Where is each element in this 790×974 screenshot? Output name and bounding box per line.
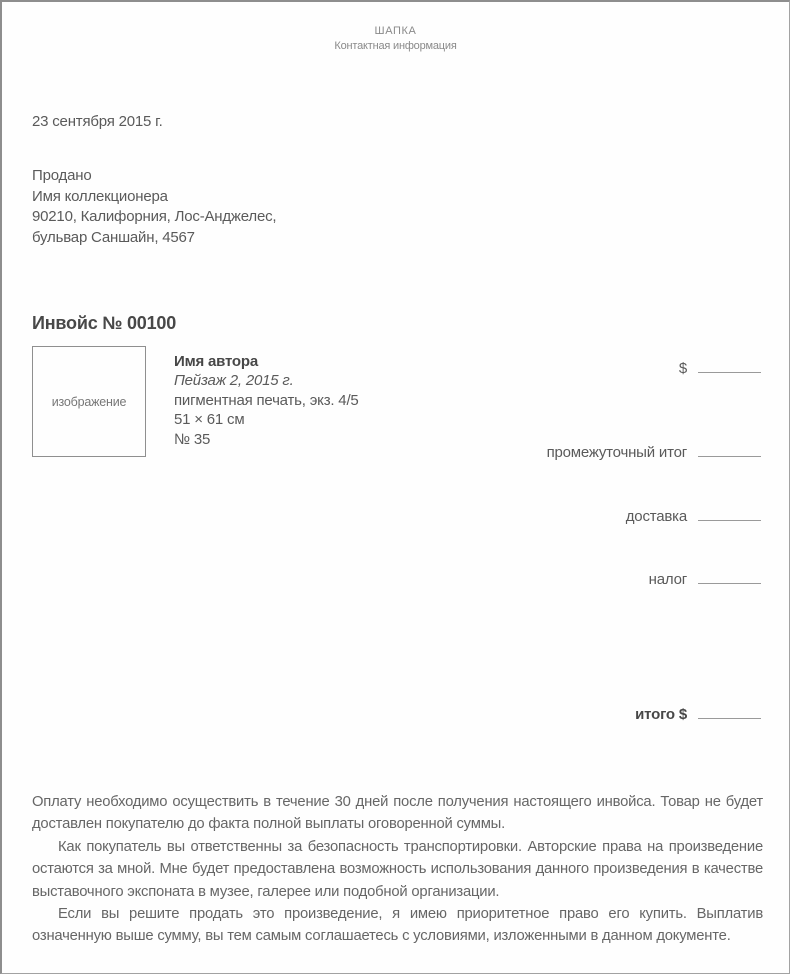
artwork-edition-number: № 35 [174, 430, 211, 448]
header-placeholder-label: ШАПКА [374, 25, 417, 37]
invoice-date: 23 сентября 2015 г. [32, 113, 163, 130]
shipping-blank-line [698, 506, 761, 521]
total-label: итого $ [635, 706, 687, 723]
subtotal-label: промежуточный итог [546, 444, 687, 461]
invoice-number-title: Инвойс № 00100 [32, 313, 177, 333]
image-placeholder-label: изображение [51, 394, 127, 409]
terms-paragraph-resale: Если вы решите продать это произведение, я имею приоритетное право его купить. Выплатив означенную выше сумму, вы тем самым соглашаетесь с условиями, изложенными в данном документе. [32, 906, 763, 945]
collector-name: Имя коллекционера [32, 187, 168, 205]
document-header [2, 24, 789, 54]
subtotal-row [547, 442, 761, 461]
tax-label: налог [648, 571, 687, 588]
total-blank-line [698, 704, 761, 719]
artwork-medium: пигментная печать, экз. 4/5 [174, 391, 359, 409]
artwork-details [174, 352, 359, 449]
collector-address-line1: 90210, Калифорния, Лос-Анджелес, [32, 208, 277, 225]
subtotal-blank-line [698, 442, 761, 457]
shipping-label: доставка [625, 508, 687, 525]
sold-to-label: Продано [32, 167, 92, 184]
header-contact-info-label: Контактная информация [334, 40, 457, 52]
terms-paragraph-payment: Оплату необходимо осуществить в течение 30 дней после получения настоящего инвойса. Товар не будет доставлен покупателю до факта полной выплаты оговоренной суммы. [32, 794, 763, 833]
total-row [635, 704, 761, 723]
tax-blank-line [698, 569, 761, 584]
artwork-dimensions: 51 × 61 см [174, 411, 245, 429]
artwork-title: Пейзаж 2, 2015 г. [174, 372, 294, 390]
terms-and-conditions [32, 791, 763, 948]
price-currency-label: $ [678, 360, 687, 377]
artwork-artist-name: Имя автора [174, 353, 258, 370]
collector-address-line2: бульвар Саншайн, 4567 [32, 228, 195, 246]
price-row [679, 358, 761, 377]
tax-row [649, 569, 761, 588]
terms-paragraph-copyright: Как покупатель вы ответственны за безопасность транспортировки. Авторские права на произведение остаются за мной. Мне будет предоставлена возможность использования данного произведения в качестве выставочного экспоната в музее, галерее или подобной организации. [32, 838, 763, 900]
shipping-row [626, 506, 761, 525]
price-blank-line [698, 358, 761, 373]
artwork-image-placeholder [32, 346, 146, 457]
sold-to-block [32, 166, 276, 248]
